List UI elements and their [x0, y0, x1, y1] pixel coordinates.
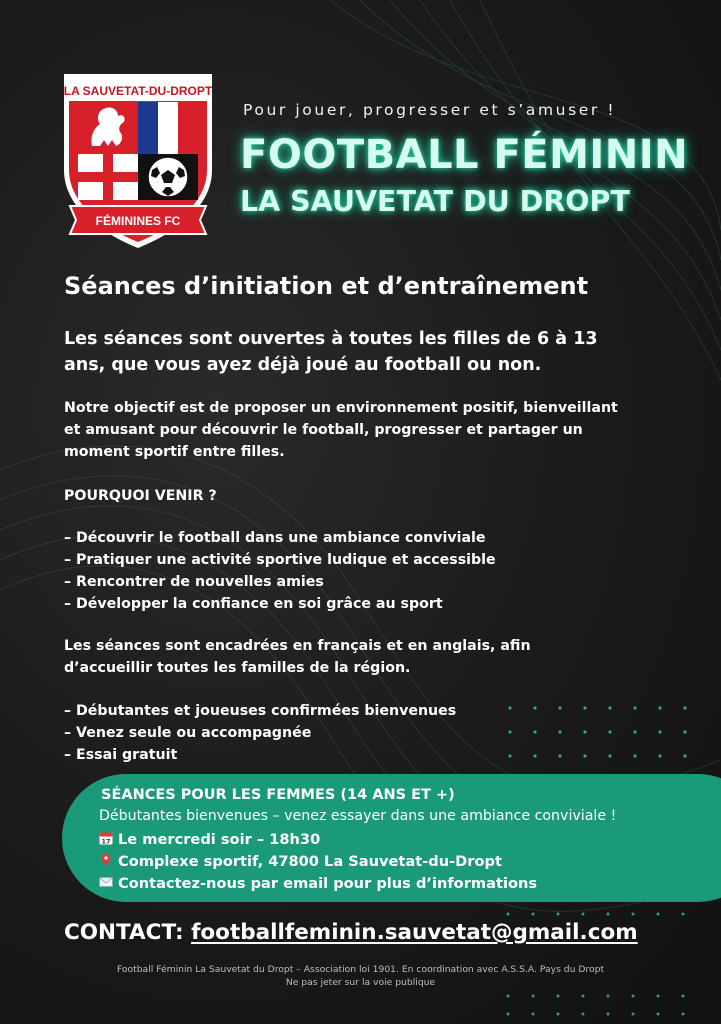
welcome-list — [64, 700, 664, 766]
women-session-email-note — [99, 875, 537, 892]
soccer-ball-icon — [138, 154, 198, 200]
tagline: Pour jouer, progresser et s’amuser ! — [243, 101, 617, 119]
why-list — [64, 527, 664, 615]
english-cross-flag — [78, 154, 138, 200]
contact-label: CONTACT: — [64, 920, 184, 945]
list-item: – Venez seule ou accompagnée — [64, 725, 312, 741]
crest-banner-text: FÉMININES FC — [95, 214, 181, 228]
section-heading: Séances d’initiation et d’entraînement — [64, 272, 589, 300]
list-item: – Pratiquer une activité sportive ludique et accessible — [64, 552, 496, 568]
list-item: – Découvrir le football dans une ambiance conviviale — [64, 530, 486, 546]
women-session-title: SÉANCES POUR LES FEMMES (14 ANS ET +) — [101, 787, 455, 803]
list-item: – Rencontrer de nouvelles amies — [64, 574, 324, 590]
language-paragraph — [64, 635, 664, 679]
club-crest-logo — [60, 70, 216, 250]
contact-email-link[interactable]: footballfeminin.sauvetat@gmail.com — [191, 920, 638, 945]
footer-line: Ne pas jeter sur la voie publique — [285, 977, 436, 988]
list-item: – Débutantes et joueuses confirmées bienvenues — [64, 703, 457, 719]
women-session-location — [99, 853, 502, 870]
women-session-location-text: Complexe sportif, 47800 La Sauvetat-du-Dropt — [118, 853, 502, 870]
french-flag — [138, 102, 198, 154]
objective-paragraph — [64, 397, 664, 463]
list-item: – Développer la confiance en soi grâce au sport — [64, 596, 443, 612]
calendar-icon — [99, 831, 113, 845]
list-item: – Essai gratuit — [64, 747, 178, 763]
why-title: POURQUOI VENIR ? — [64, 488, 217, 504]
women-session-email-text: Contactez-nous par email pour plus d’informations — [118, 875, 538, 892]
women-session-day-text: Le mercredi soir – 18h30 — [118, 831, 321, 848]
lead-line: ans, que vous ayez déjà joué au football ou non. — [64, 355, 542, 375]
language-line: d’accueillir toutes les familles de la région. — [64, 660, 411, 676]
footer-line: Football Féminin La Sauvetat du Dropt – Association loi 1901. En coordination avec A.S.S.A. Pays du Dropt — [116, 964, 605, 975]
location-pin-icon — [99, 853, 113, 867]
envelope-icon — [99, 875, 113, 889]
language-line: Les séances sont encadrées en français et en anglais, afin — [64, 638, 531, 654]
calendar-number: 17 — [101, 837, 111, 845]
main-title: FOOTBALL FÉMININ — [240, 132, 689, 178]
crest-top-text: LA SAUVETAT-DU-DROPT — [63, 84, 213, 98]
lead-line: Les séances sont ouvertes à toutes les filles de 6 à 13 — [64, 329, 598, 349]
women-session-day — [99, 831, 320, 848]
objective-line: et amusant pour découvrir le football, progresser et partager un — [64, 422, 583, 438]
women-session-subtitle: Débutantes bienvenues – venez essayer dans une ambiance conviviale ! — [99, 808, 617, 824]
lead-paragraph — [64, 326, 664, 378]
contact-line — [64, 920, 638, 945]
main-subtitle: LA SAUVETAT DU DROPT — [240, 185, 630, 218]
objective-line: Notre objectif est de proposer un environnement positif, bienveillant — [64, 400, 618, 416]
objective-line: moment sportif entre filles. — [64, 444, 285, 460]
